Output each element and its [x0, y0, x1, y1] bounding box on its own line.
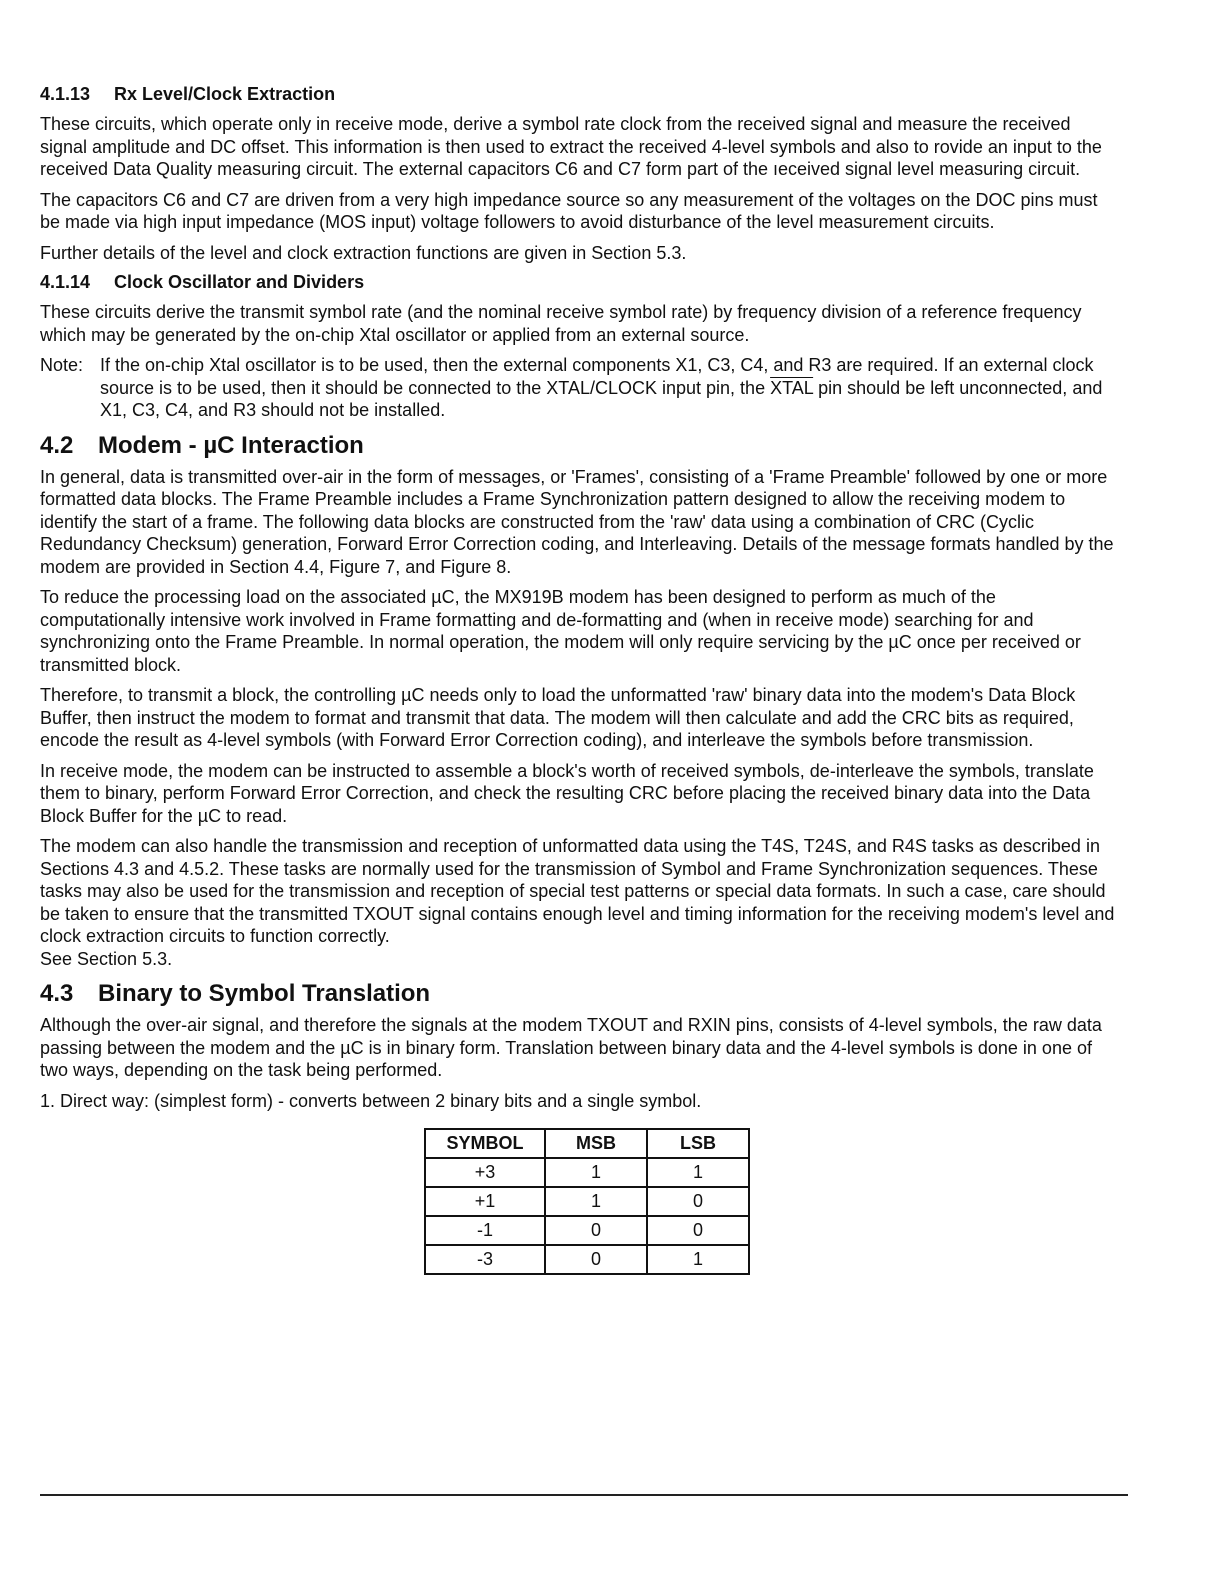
section-heading-4-3 — [40, 980, 1120, 1008]
paragraph: The capacitors C6 and C7 are driven from a very high impedance source so any measurement of the voltages on the DOC pins must be made via high input impedance (MOS input) voltage followers to avoid disturbance of the level measurement circuits. — [40, 189, 1098, 232]
table-cell: 1 — [647, 1245, 749, 1274]
table-cell: 1 — [545, 1187, 647, 1216]
column-header: MSB — [545, 1129, 647, 1158]
paragraph: Further details of the level and clock extraction functions are given in Section 5.3. — [40, 242, 687, 263]
footer-rule — [40, 1494, 1128, 1496]
paragraph: In general, data is transmitted over-air in the form of messages, or 'Frames', consisting of a 'Frame Preamble' followed by one or more formatted data blocks. The Frame Preamble includes a Frame Synchronization pattern designed to allow the receiving modem to identify the start of a frame. The following data blocks are constructed from the 'raw' data using a combination of CRC (Cyclic Redundancy Checksum) generation, Forward Error Correction coding, and Interleaving. Details of the message formats handled by the modem are provided in Section 4.4, Figure 7, and Figure 8. — [40, 466, 1114, 577]
paragraph: See Section 5.3. — [40, 948, 173, 969]
note-text-b: pin should be left unconnected, and X1, C3, C4, and R3 should not be installed. — [100, 377, 1103, 420]
note-text-a: If the on-chip Xtal oscillator is to be used, then the external components X1, C3, C4, and R3 are required. If an external clock source is to be used, then it should be connected to the XTAL/CLOCK input pin, the — [100, 355, 1094, 398]
section-heading-4-2 — [40, 432, 1120, 460]
paragraph: In receive mode, the modem can be instructed to assemble a block's worth of received symbols, de-interleave the symbols, translate them to binary, perform Forward Error Correction, and check the resulting CRC before placing the received binary data into the Data Block Buffer for the µC to read. — [40, 760, 1094, 826]
column-header: SYMBOL — [425, 1129, 545, 1158]
table-cell: 0 — [647, 1216, 749, 1245]
paragraph: These circuits, which operate only in receive mode, derive a symbol rate clock from the received signal and measure the received signal amplitude and DC offset. This information is then used to extract the received 4-level symbols and also to rovide an input to the received Data Quality measuring circuit. The external capacitors C6 and C7 form part of the ıeceived signal level measuring circuit. — [40, 114, 1102, 179]
table-row — [425, 1158, 749, 1187]
section-title: Clock Oscillator and Dividers — [114, 272, 365, 292]
section-title: Modem - µC Interaction — [98, 431, 364, 459]
table-row — [425, 1216, 749, 1245]
note-block — [40, 354, 1120, 422]
table-cell: 1 — [545, 1158, 647, 1187]
table-cell: -1 — [425, 1216, 545, 1245]
table-row — [425, 1187, 749, 1216]
section-title: Binary to Symbol Translation — [98, 980, 431, 1007]
document-page — [40, 84, 1120, 1275]
table-cell: +3 — [425, 1158, 545, 1187]
section-title: Rx Level/Clock Extraction — [114, 84, 336, 104]
xtal-pin-name: XTAL — [770, 377, 814, 398]
paragraph: These circuits derive the transmit symbol rate (and the nominal receive symbol rate) by frequency division of a reference frequency which may be generated by the on-chip Xtal oscillator or applied from an external source. — [40, 302, 1082, 345]
column-header: LSB — [647, 1129, 749, 1158]
table-cell: +1 — [425, 1187, 545, 1216]
section-heading-4-1-13 — [40, 84, 1120, 105]
section-number: 4.2 — [40, 431, 74, 459]
paragraph: To reduce the processing load on the associated µC, the MX919B modem has been designed to perform as much of the computationally intensive work involved in Frame formatting and de-formatting and (when in receive mode) searching for and synchronizing onto the Frame Preamble. In normal operation, the modem will only require servicing by the µC once per received or transmitted block. — [40, 587, 1081, 675]
section-number: 4.1.14 — [40, 272, 91, 292]
list-item: 1. Direct way: (simplest form) - converts between 2 binary bits and a single symbol. — [40, 1090, 702, 1111]
table-row — [425, 1245, 749, 1274]
table-cell: 0 — [545, 1216, 647, 1245]
table-cell: 1 — [647, 1158, 749, 1187]
paragraph: Although the over-air signal, and therefore the signals at the modem TXOUT and RXIN pins, consists of 4-level symbols, the raw data passing between the modem and the µC is in binary form. Translation between binary data and the 4-level symbols is done in one of two ways, depending on the task being performed. — [40, 1015, 1102, 1080]
table-header-row — [425, 1129, 749, 1158]
table-cell: 0 — [545, 1245, 647, 1274]
section-number: 4.1.13 — [40, 84, 91, 104]
paragraph: Therefore, to transmit a block, the controlling µC needs only to load the unformatted 'raw' binary data into the modem's Data Block Buffer, then instruct the modem to format and transmit that data. The modem will then calculate and add the CRC bits as required, encode the result as 4-level symbols (with Forward Error Correction coding), and interleave the symbols before transmission. — [40, 685, 1076, 750]
section-heading-4-1-14 — [40, 272, 1120, 293]
paragraph: The modem can also handle the transmission and reception of unformatted data using the T4S, T24S, and R4S tasks as described in Sections 4.3 and 4.5.2. These tasks are normally used for the transmission of Symbol and Frame Synchronization sequences. These tasks may also be used for the transmission and reception of special test patterns or special data formats. In such a case, care should be taken to ensure that the transmitted TXOUT signal contains enough level and timing information for the receiving modem's level and clock extraction circuits to function correctly. — [40, 836, 1115, 946]
table-cell: 0 — [647, 1187, 749, 1216]
note-label: Note: — [40, 355, 84, 375]
symbol-translation-table — [424, 1128, 750, 1275]
section-number: 4.3 — [40, 980, 74, 1007]
table-cell: -3 — [425, 1245, 545, 1274]
